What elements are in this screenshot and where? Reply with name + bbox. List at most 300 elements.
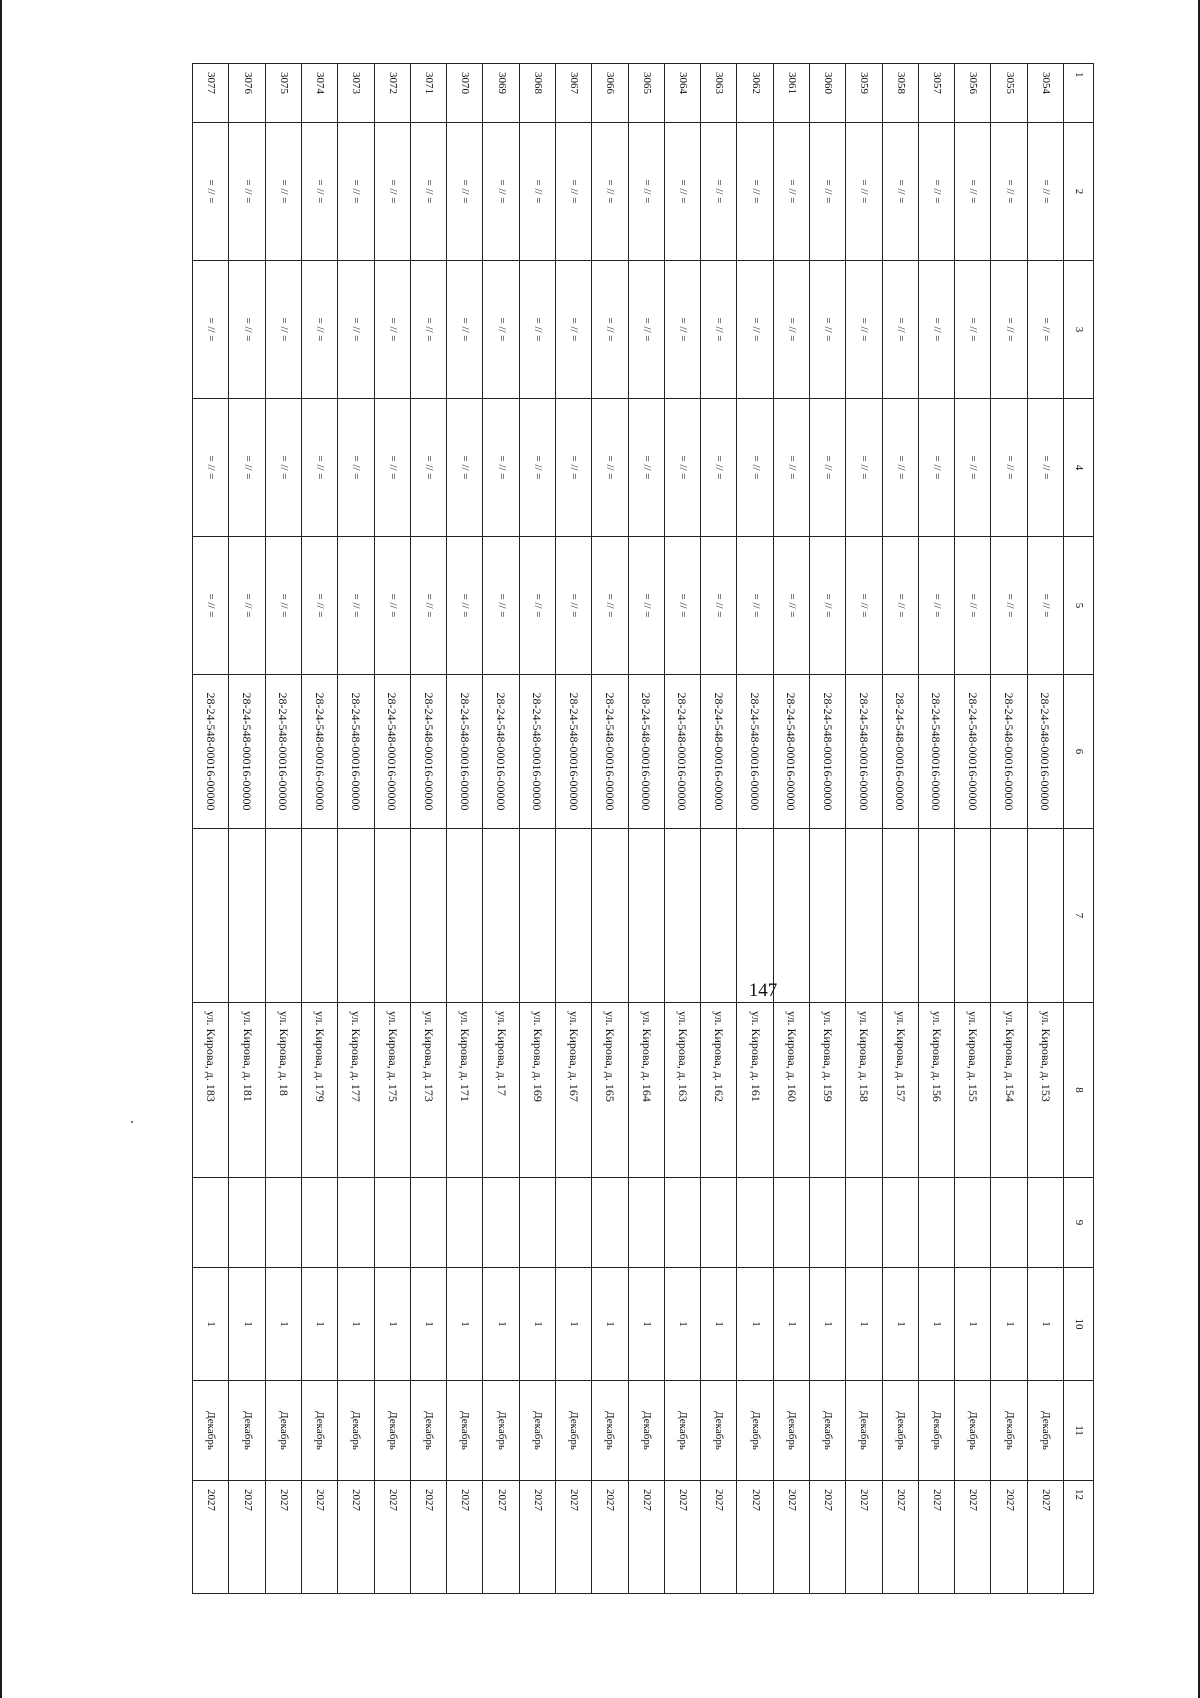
column-number: 10 xyxy=(1063,1268,1093,1381)
ditto-cell: = // = xyxy=(701,399,737,537)
year-cell: 2027 xyxy=(701,1481,737,1594)
empty-cell xyxy=(338,829,374,1003)
count-cell: 1 xyxy=(882,1268,918,1381)
month-cell: Декабрь xyxy=(265,1381,301,1481)
ditto-cell: = // = xyxy=(664,537,700,675)
ditto-cell: = // = xyxy=(1027,123,1063,261)
address-cell: ул. Кирова, д. 164 xyxy=(628,1003,664,1178)
ditto-cell: = // = xyxy=(410,537,446,675)
ditto-cell: = // = xyxy=(882,399,918,537)
code-cell: 28-24-548-00016-00000 xyxy=(773,675,809,829)
address-cell: ул. Кирова, д. 160 xyxy=(773,1003,809,1178)
empty-cell xyxy=(991,1178,1027,1268)
ditto-cell: = // = xyxy=(410,261,446,399)
address-cell: ул. Кирова, д. 181 xyxy=(229,1003,265,1178)
ditto-cell: = // = xyxy=(991,537,1027,675)
column-number: 12 xyxy=(1063,1481,1093,1594)
address-cell: ул. Кирова, д. 158 xyxy=(846,1003,882,1178)
code-cell: 28-24-548-00016-00000 xyxy=(229,675,265,829)
month-cell: Декабрь xyxy=(229,1381,265,1481)
ditto-cell: = // = xyxy=(809,261,845,399)
count-cell: 1 xyxy=(773,1268,809,1381)
year-cell: 2027 xyxy=(773,1481,809,1594)
address-cell: ул. Кирова, д. 156 xyxy=(918,1003,954,1178)
empty-cell xyxy=(737,1178,773,1268)
ditto-cell: = // = xyxy=(556,537,592,675)
empty-cell xyxy=(991,829,1027,1003)
address-cell: ул. Кирова, д. 169 xyxy=(519,1003,555,1178)
ditto-cell: = // = xyxy=(447,399,483,537)
address-cell: ул. Кирова, д. 175 xyxy=(374,1003,410,1178)
code-cell: 28-24-548-00016-00000 xyxy=(628,675,664,829)
ditto-cell: = // = xyxy=(302,399,338,537)
ditto-cell: = // = xyxy=(265,537,301,675)
column-number: 6 xyxy=(1063,675,1093,829)
month-cell: Декабрь xyxy=(882,1381,918,1481)
month-cell: Декабрь xyxy=(846,1381,882,1481)
rotated-content xyxy=(192,63,1094,1593)
row-number-cell: 3067 xyxy=(556,64,592,123)
empty-cell xyxy=(809,829,845,1003)
year-cell: 2027 xyxy=(193,1481,229,1594)
empty-cell xyxy=(628,829,664,1003)
row-number-cell: 3073 xyxy=(338,64,374,123)
column-number: 9 xyxy=(1063,1178,1093,1268)
ditto-cell: = // = xyxy=(592,261,628,399)
column-number: 4 xyxy=(1063,399,1093,537)
ditto-cell: = // = xyxy=(773,123,809,261)
year-cell: 2027 xyxy=(265,1481,301,1594)
table-row xyxy=(374,64,410,1594)
ditto-cell: = // = xyxy=(1027,537,1063,675)
row-number-cell: 3066 xyxy=(592,64,628,123)
address-cell: ул. Кирова, д. 159 xyxy=(809,1003,845,1178)
count-cell: 1 xyxy=(447,1268,483,1381)
empty-cell xyxy=(882,1178,918,1268)
code-cell: 28-24-548-00016-00000 xyxy=(447,675,483,829)
empty-cell xyxy=(1027,1178,1063,1268)
row-number-cell: 3075 xyxy=(265,64,301,123)
empty-cell xyxy=(193,829,229,1003)
ditto-cell: = // = xyxy=(846,537,882,675)
ditto-cell: = // = xyxy=(193,537,229,675)
ditto-cell: = // = xyxy=(519,399,555,537)
ditto-cell: = // = xyxy=(229,537,265,675)
count-cell: 1 xyxy=(809,1268,845,1381)
ditto-cell: = // = xyxy=(701,123,737,261)
ditto-cell: = // = xyxy=(701,537,737,675)
empty-cell xyxy=(265,829,301,1003)
empty-cell xyxy=(918,1178,954,1268)
table-row xyxy=(592,64,628,1594)
ditto-cell: = // = xyxy=(447,261,483,399)
empty-cell xyxy=(302,1178,338,1268)
table-row xyxy=(846,64,882,1594)
ditto-cell: = // = xyxy=(519,537,555,675)
address-cell: ул. Кирова, д. 167 xyxy=(556,1003,592,1178)
empty-cell xyxy=(302,829,338,1003)
ditto-cell: = // = xyxy=(991,399,1027,537)
empty-cell xyxy=(410,1178,446,1268)
count-cell: 1 xyxy=(338,1268,374,1381)
table-row xyxy=(302,64,338,1594)
month-cell: Декабрь xyxy=(737,1381,773,1481)
empty-cell xyxy=(519,1178,555,1268)
address-cell: ул. Кирова, д. 177 xyxy=(338,1003,374,1178)
code-cell: 28-24-548-00016-00000 xyxy=(918,675,954,829)
code-cell: 28-24-548-00016-00000 xyxy=(882,675,918,829)
code-cell: 28-24-548-00016-00000 xyxy=(374,675,410,829)
month-cell: Декабрь xyxy=(809,1381,845,1481)
row-number-cell: 3057 xyxy=(918,64,954,123)
row-number-cell: 3065 xyxy=(628,64,664,123)
ditto-cell: = // = xyxy=(592,123,628,261)
year-cell: 2027 xyxy=(592,1481,628,1594)
month-cell: Декабрь xyxy=(483,1381,519,1481)
empty-cell xyxy=(556,1178,592,1268)
row-number-cell: 3063 xyxy=(701,64,737,123)
ditto-cell: = // = xyxy=(737,261,773,399)
code-cell: 28-24-548-00016-00000 xyxy=(664,675,700,829)
code-cell: 28-24-548-00016-00000 xyxy=(701,675,737,829)
year-cell: 2027 xyxy=(846,1481,882,1594)
ditto-cell: = // = xyxy=(918,537,954,675)
year-cell: 2027 xyxy=(737,1481,773,1594)
ditto-cell: = // = xyxy=(556,261,592,399)
month-cell: Декабрь xyxy=(374,1381,410,1481)
count-cell: 1 xyxy=(193,1268,229,1381)
table-row xyxy=(556,64,592,1594)
empty-cell xyxy=(338,1178,374,1268)
empty-cell xyxy=(664,1178,700,1268)
month-cell: Декабрь xyxy=(302,1381,338,1481)
empty-cell xyxy=(410,829,446,1003)
month-cell: Декабрь xyxy=(447,1381,483,1481)
table-row xyxy=(664,64,700,1594)
empty-cell xyxy=(773,1178,809,1268)
year-cell: 2027 xyxy=(628,1481,664,1594)
address-cell: ул. Кирова, д. 183 xyxy=(193,1003,229,1178)
table-row xyxy=(338,64,374,1594)
empty-cell xyxy=(483,829,519,1003)
ditto-cell: = // = xyxy=(628,261,664,399)
empty-cell xyxy=(664,829,700,1003)
ditto-cell: = // = xyxy=(193,261,229,399)
ditto-cell: = // = xyxy=(628,537,664,675)
ditto-cell: = // = xyxy=(265,261,301,399)
table-row xyxy=(1027,64,1063,1594)
row-number-cell: 3054 xyxy=(1027,64,1063,123)
ditto-cell: = // = xyxy=(519,261,555,399)
ditto-cell: = // = xyxy=(882,537,918,675)
ditto-cell: = // = xyxy=(918,261,954,399)
ditto-cell: = // = xyxy=(302,537,338,675)
ditto-cell: = // = xyxy=(229,123,265,261)
code-cell: 28-24-548-00016-00000 xyxy=(809,675,845,829)
address-cell: ул. Кирова, д. 173 xyxy=(410,1003,446,1178)
month-cell: Декабрь xyxy=(193,1381,229,1481)
address-cell: ул. Кирова, д. 154 xyxy=(991,1003,1027,1178)
row-number-cell: 3062 xyxy=(737,64,773,123)
ditto-cell: = // = xyxy=(410,123,446,261)
ditto-cell: = // = xyxy=(955,537,991,675)
month-cell: Декабрь xyxy=(701,1381,737,1481)
ditto-cell: = // = xyxy=(1027,399,1063,537)
row-number-cell: 3056 xyxy=(955,64,991,123)
row-number-cell: 3058 xyxy=(882,64,918,123)
empty-cell xyxy=(701,1178,737,1268)
table-body xyxy=(193,64,1094,1594)
count-cell: 1 xyxy=(229,1268,265,1381)
address-cell: ул. Кирова, д. 18 xyxy=(265,1003,301,1178)
year-cell: 2027 xyxy=(447,1481,483,1594)
year-cell: 2027 xyxy=(302,1481,338,1594)
month-cell: Декабрь xyxy=(410,1381,446,1481)
table-row xyxy=(991,64,1027,1594)
empty-cell xyxy=(882,829,918,1003)
count-cell: 1 xyxy=(628,1268,664,1381)
ditto-cell: = // = xyxy=(447,123,483,261)
page-number: 147 xyxy=(748,980,778,1001)
empty-cell xyxy=(809,1178,845,1268)
ditto-cell: = // = xyxy=(592,399,628,537)
ditto-cell: = // = xyxy=(483,399,519,537)
year-cell: 2027 xyxy=(483,1481,519,1594)
column-number: 7 xyxy=(1063,829,1093,1003)
ditto-cell: = // = xyxy=(809,123,845,261)
empty-cell xyxy=(592,1178,628,1268)
code-cell: 28-24-548-00016-00000 xyxy=(519,675,555,829)
ditto-cell: = // = xyxy=(846,261,882,399)
ditto-cell: = // = xyxy=(846,399,882,537)
empty-cell xyxy=(483,1178,519,1268)
ditto-cell: = // = xyxy=(374,261,410,399)
year-cell: 2027 xyxy=(338,1481,374,1594)
year-cell: 2027 xyxy=(410,1481,446,1594)
month-cell: Декабрь xyxy=(773,1381,809,1481)
address-cell: ул. Кирова, д. 179 xyxy=(302,1003,338,1178)
count-cell: 1 xyxy=(519,1268,555,1381)
ditto-cell: = // = xyxy=(302,123,338,261)
ditto-cell: = // = xyxy=(265,123,301,261)
count-cell: 1 xyxy=(265,1268,301,1381)
ditto-cell: = // = xyxy=(519,123,555,261)
year-cell: 2027 xyxy=(229,1481,265,1594)
ditto-cell: = // = xyxy=(374,399,410,537)
row-number-cell: 3055 xyxy=(991,64,1027,123)
ditto-cell: = // = xyxy=(664,123,700,261)
year-cell: 2027 xyxy=(556,1481,592,1594)
table-row xyxy=(519,64,555,1594)
ditto-cell: = // = xyxy=(628,399,664,537)
empty-cell xyxy=(846,829,882,1003)
ditto-cell: = // = xyxy=(773,399,809,537)
year-cell: 2027 xyxy=(955,1481,991,1594)
year-cell: 2027 xyxy=(1027,1481,1063,1594)
ditto-cell: = // = xyxy=(737,537,773,675)
column-number: 11 xyxy=(1063,1381,1093,1481)
code-cell: 28-24-548-00016-00000 xyxy=(302,675,338,829)
row-number-cell: 3069 xyxy=(483,64,519,123)
year-cell: 2027 xyxy=(809,1481,845,1594)
count-cell: 1 xyxy=(664,1268,700,1381)
empty-cell xyxy=(955,1178,991,1268)
count-cell: 1 xyxy=(846,1268,882,1381)
code-cell: 28-24-548-00016-00000 xyxy=(193,675,229,829)
ditto-cell: = // = xyxy=(338,537,374,675)
code-cell: 28-24-548-00016-00000 xyxy=(410,675,446,829)
count-cell: 1 xyxy=(991,1268,1027,1381)
column-number: 5 xyxy=(1063,537,1093,675)
count-cell: 1 xyxy=(410,1268,446,1381)
year-cell: 2027 xyxy=(991,1481,1027,1594)
ditto-cell: = // = xyxy=(374,123,410,261)
year-cell: 2027 xyxy=(882,1481,918,1594)
ditto-cell: = // = xyxy=(664,261,700,399)
column-number: 3 xyxy=(1063,261,1093,399)
code-cell: 28-24-548-00016-00000 xyxy=(556,675,592,829)
count-cell: 1 xyxy=(592,1268,628,1381)
year-cell: 2027 xyxy=(519,1481,555,1594)
ditto-cell: = // = xyxy=(374,537,410,675)
row-number-cell: 3077 xyxy=(193,64,229,123)
ditto-cell: = // = xyxy=(882,123,918,261)
ditto-cell: = // = xyxy=(483,261,519,399)
ditto-cell: = // = xyxy=(483,123,519,261)
empty-cell xyxy=(955,829,991,1003)
count-cell: 1 xyxy=(556,1268,592,1381)
count-cell: 1 xyxy=(483,1268,519,1381)
empty-cell xyxy=(918,829,954,1003)
row-number-cell: 3060 xyxy=(809,64,845,123)
ditto-cell: = // = xyxy=(773,537,809,675)
count-cell: 1 xyxy=(955,1268,991,1381)
ditto-cell: = // = xyxy=(846,123,882,261)
month-cell: Декабрь xyxy=(955,1381,991,1481)
address-cell: ул. Кирова, д. 163 xyxy=(664,1003,700,1178)
empty-cell xyxy=(592,829,628,1003)
ditto-cell: = // = xyxy=(955,399,991,537)
ditto-cell: = // = xyxy=(447,537,483,675)
row-number-cell: 3072 xyxy=(374,64,410,123)
table-row xyxy=(918,64,954,1594)
ditto-cell: = // = xyxy=(556,123,592,261)
code-cell: 28-24-548-00016-00000 xyxy=(955,675,991,829)
table-row xyxy=(737,64,773,1594)
table-row xyxy=(809,64,845,1594)
table-row xyxy=(447,64,483,1594)
ditto-cell: = // = xyxy=(338,261,374,399)
table-row xyxy=(410,64,446,1594)
month-cell: Декабрь xyxy=(338,1381,374,1481)
empty-cell xyxy=(556,829,592,1003)
month-cell: Декабрь xyxy=(991,1381,1027,1481)
year-cell: 2027 xyxy=(374,1481,410,1594)
empty-cell xyxy=(447,1178,483,1268)
row-number-cell: 3076 xyxy=(229,64,265,123)
column-number: 8 xyxy=(1063,1003,1093,1178)
code-cell: 28-24-548-00016-00000 xyxy=(846,675,882,829)
row-number-cell: 3059 xyxy=(846,64,882,123)
count-cell: 1 xyxy=(737,1268,773,1381)
count-cell: 1 xyxy=(374,1268,410,1381)
address-cell: ул. Кирова, д. 162 xyxy=(701,1003,737,1178)
year-cell: 2027 xyxy=(918,1481,954,1594)
count-cell: 1 xyxy=(918,1268,954,1381)
ditto-cell: = // = xyxy=(483,537,519,675)
address-cell: ул. Кирова, д. 165 xyxy=(592,1003,628,1178)
empty-cell xyxy=(447,829,483,1003)
ditto-cell: = // = xyxy=(302,261,338,399)
ditto-cell: = // = xyxy=(338,399,374,537)
table-row xyxy=(229,64,265,1594)
table-row xyxy=(483,64,519,1594)
empty-cell xyxy=(846,1178,882,1268)
empty-cell xyxy=(193,1178,229,1268)
row-number-cell: 3061 xyxy=(773,64,809,123)
ditto-cell: = // = xyxy=(229,261,265,399)
column-number-row xyxy=(1063,64,1093,1594)
ditto-cell: = // = xyxy=(265,399,301,537)
column-number: 1 xyxy=(1063,64,1093,123)
code-cell: 28-24-548-00016-00000 xyxy=(1027,675,1063,829)
table-row xyxy=(882,64,918,1594)
empty-cell xyxy=(265,1178,301,1268)
ditto-cell: = // = xyxy=(410,399,446,537)
ditto-cell: = // = xyxy=(991,261,1027,399)
table-row xyxy=(955,64,991,1594)
address-cell: ул. Кирова, д. 171 xyxy=(447,1003,483,1178)
table-row xyxy=(193,64,229,1594)
count-cell: 1 xyxy=(1027,1268,1063,1381)
ditto-cell: = // = xyxy=(991,123,1027,261)
ditto-cell: = // = xyxy=(737,123,773,261)
address-cell: ул. Кирова, д. 161 xyxy=(737,1003,773,1178)
ditto-cell: = // = xyxy=(773,261,809,399)
ditto-cell: = // = xyxy=(737,399,773,537)
ditto-cell: = // = xyxy=(955,261,991,399)
ditto-cell: = // = xyxy=(701,261,737,399)
code-cell: 28-24-548-00016-00000 xyxy=(265,675,301,829)
ditto-cell: = // = xyxy=(193,399,229,537)
ditto-cell: = // = xyxy=(882,261,918,399)
code-cell: 28-24-548-00016-00000 xyxy=(991,675,1027,829)
ditto-cell: = // = xyxy=(1027,261,1063,399)
address-cell: ул. Кирова, д. 17 xyxy=(483,1003,519,1178)
ditto-cell: = // = xyxy=(664,399,700,537)
code-cell: 28-24-548-00016-00000 xyxy=(592,675,628,829)
row-number-cell: 3064 xyxy=(664,64,700,123)
table-row xyxy=(701,64,737,1594)
empty-cell xyxy=(374,829,410,1003)
empty-cell xyxy=(1027,829,1063,1003)
ditto-cell: = // = xyxy=(918,123,954,261)
row-number-cell: 3068 xyxy=(519,64,555,123)
ditto-cell: = // = xyxy=(556,399,592,537)
year-cell: 2027 xyxy=(664,1481,700,1594)
count-cell: 1 xyxy=(701,1268,737,1381)
empty-cell xyxy=(628,1178,664,1268)
ditto-cell: = // = xyxy=(338,123,374,261)
table-row xyxy=(265,64,301,1594)
register-table xyxy=(192,63,1094,1594)
code-cell: 28-24-548-00016-00000 xyxy=(483,675,519,829)
ditto-cell: = // = xyxy=(809,537,845,675)
ditto-cell: = // = xyxy=(628,123,664,261)
ditto-cell: = // = xyxy=(918,399,954,537)
ditto-cell: = // = xyxy=(592,537,628,675)
row-number-cell: 3074 xyxy=(302,64,338,123)
